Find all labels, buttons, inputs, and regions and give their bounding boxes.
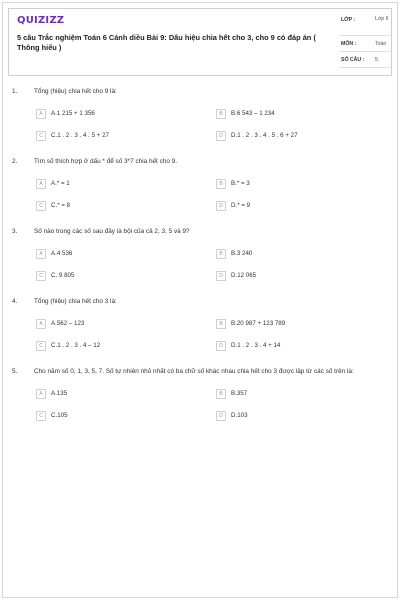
option-text: C. 9 805	[51, 272, 75, 279]
subject-value: Toán	[375, 41, 387, 47]
option-letter-box[interactable]: C	[36, 411, 46, 421]
option-letter-box[interactable]: B	[216, 179, 226, 189]
option-text: A.* = 1	[51, 180, 70, 187]
option-text: B.* = 3	[231, 180, 250, 187]
document-header	[8, 8, 392, 76]
option-letter-box[interactable]: D	[216, 131, 226, 141]
option-text: B.3 240	[231, 250, 253, 257]
question-number: 3.	[12, 228, 18, 235]
subject-label: MÔN :	[341, 41, 357, 47]
meta-divider	[339, 67, 391, 68]
question-count-value: 5	[375, 57, 378, 63]
option-letter-box[interactable]: D	[216, 341, 226, 351]
option-text: C.1 . 2 . 3 . 4 – 12	[51, 342, 101, 349]
option-text: D.1 . 2 . 3 . 4 . 5 . 6 + 27	[231, 132, 298, 139]
option-text: C.105	[51, 412, 68, 419]
option-letter-box[interactable]: B	[216, 389, 226, 399]
option-text: D.* = 9	[231, 202, 251, 209]
question-text: Tổng (hiệu) chia hết cho 3 là:	[34, 298, 117, 305]
option-letter-box[interactable]: A	[36, 109, 46, 119]
option-letter-box[interactable]: A	[36, 319, 46, 329]
brand-logo: QUIZIZZ	[17, 15, 65, 26]
question-text: Số nào trong các số sau đây là bội của cả 2, 3, 5 và 9?	[34, 228, 190, 235]
option-letter-box[interactable]: B	[216, 249, 226, 259]
option-text: B.357	[231, 390, 248, 397]
option-letter-box[interactable]: D	[216, 271, 226, 281]
option-letter-box[interactable]: A	[36, 249, 46, 259]
question-count-label: SỐ CÂU :	[341, 57, 365, 63]
option-letter-box[interactable]: A	[36, 389, 46, 399]
class-label: LỚP :	[341, 17, 356, 23]
meta-divider	[339, 35, 391, 36]
question-text: Tổng (hiệu) chia hết cho 9 là:	[34, 88, 117, 95]
option-text: A.562 – 123	[51, 320, 85, 327]
option-text: D.12 065	[231, 272, 257, 279]
option-text: B.20 987 + 123 789	[231, 320, 286, 327]
question-number: 2.	[12, 158, 18, 165]
option-text: A.1 215 + 1 356	[51, 110, 95, 117]
option-letter-box[interactable]: B	[216, 109, 226, 119]
option-text: C.1 . 2 . 3 . 4 . 5 + 27	[51, 132, 109, 139]
option-letter-box[interactable]: C	[36, 271, 46, 281]
option-text: C.* = 8	[51, 202, 71, 209]
question-text: Tìm số thích hợp ở dấu * để số 3*7 chia hết cho 9.	[34, 158, 178, 165]
option-text: A.4 536	[51, 250, 73, 257]
question-text: Cho năm số 0, 1, 3, 5, 7. Số tự nhiên nhỏ nhất có ba chữ số khác nhau chia hết cho 3 được lập từ các số trên là:	[34, 368, 354, 375]
option-letter-box[interactable]: B	[216, 319, 226, 329]
option-letter-box[interactable]: A	[36, 179, 46, 189]
page-title: 5 câu Trắc nghiệm Toán 6 Cánh diều Bài 9: Dấu hiệu chia hết cho 3, cho 9 có đáp án ( Thông hiểu )	[17, 33, 316, 52]
class-value: Lớp 6	[375, 16, 389, 22]
question-number: 1.	[12, 88, 18, 95]
option-text: D.1 . 2 . 3 . 4 + 14	[231, 342, 281, 349]
meta-divider	[339, 51, 391, 52]
option-letter-box[interactable]: C	[36, 201, 46, 211]
option-letter-box[interactable]: D	[216, 411, 226, 421]
option-letter-box[interactable]: D	[216, 201, 226, 211]
question-number: 5.	[12, 368, 18, 375]
option-letter-box[interactable]: C	[36, 131, 46, 141]
option-text: B.6 543 – 1 234	[231, 110, 275, 117]
option-letter-box[interactable]: C	[36, 341, 46, 351]
question-number: 4.	[12, 298, 18, 305]
option-text: A.135	[51, 390, 68, 397]
option-text: D.103	[231, 412, 248, 419]
